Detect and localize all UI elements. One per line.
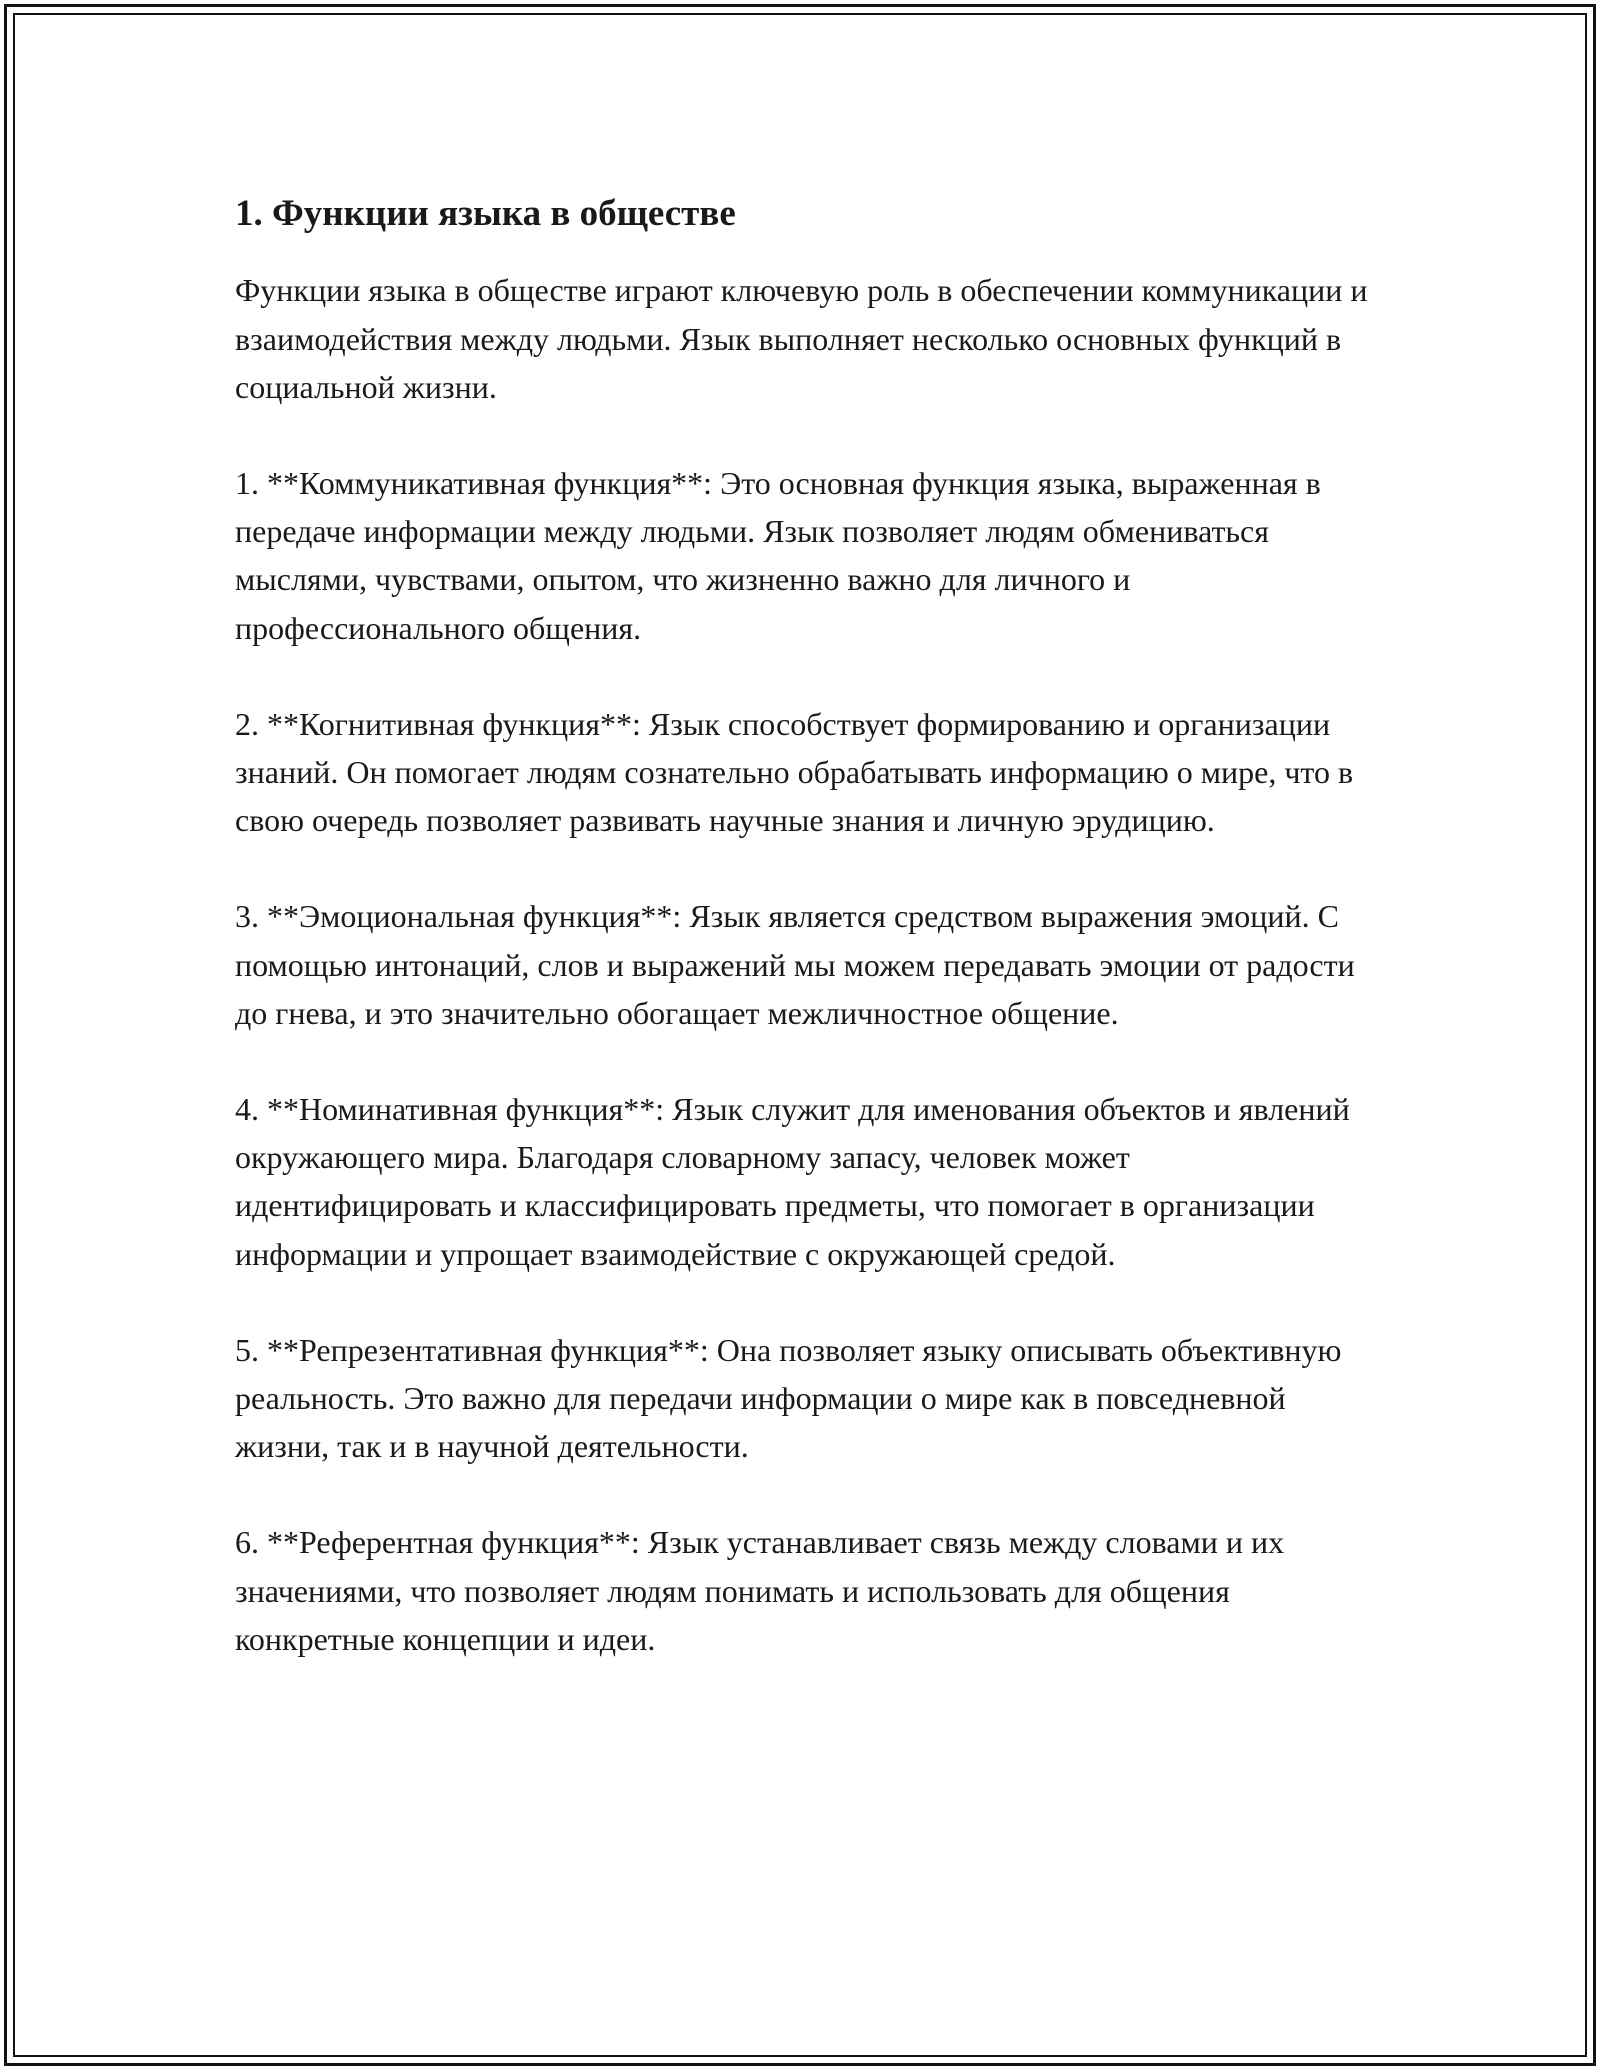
- function-paragraph-emotional: 3. **Эмоциональная функция**: Язык является средством выражения эмоций. С помощью интонаций, слов и выражений мы можем передавать эмоции от радости до гнева, и это значительно обогащает межличностное общение.: [235, 898, 1355, 1031]
- section-heading: 1. Функции языка в обществе: [235, 193, 736, 234]
- document-body: [235, 180, 1385, 1711]
- function-paragraph-cognitive: 2. **Когнитивная функция**: Язык способствует формированию и организации знаний. Он помогает людям сознательно обрабатывать информацию о мире, что в свою очередь позволяет развивать научные знания и личную эрудицию.: [235, 705, 1354, 839]
- function-paragraph-referential: 6. **Референтная функция**: Язык устанавливает связь между словами и их значениями, что позволяет людям понимать и использовать для общения конкретные концепции и идеи.: [235, 1524, 1285, 1657]
- intro-paragraph: Функции языка в обществе играют ключевую роль в обеспечении коммуникации и взаимодействия между людьми. Язык выполняет несколько основных функций в социальной жизни.: [235, 272, 1368, 405]
- function-paragraph-nominative: 4. **Номинативная функция**: Язык служит для именования объектов и явлений окружающего мира. Благодаря словарному запасу, человек может идентифицировать и классифицировать предметы, что помогает в организации информации и упрощает взаимодействие с окружающей средой.: [235, 1091, 1350, 1272]
- function-paragraph-representative: 5. **Репрезентативная функция**: Она позволяет языку описывать объективную реальность. Это важно для передачи информации о мире как в повседневной жизни, так и в научной деятельности.: [235, 1331, 1342, 1465]
- function-paragraph-communicative: 1. **Коммуникативная функция**: Это основная функция языка, выраженная в передаче информации между людьми. Язык позволяет людям обмениваться мыслями, чувствами, опытом, что жизненно важно для личного и профессионального общения.: [235, 465, 1321, 646]
